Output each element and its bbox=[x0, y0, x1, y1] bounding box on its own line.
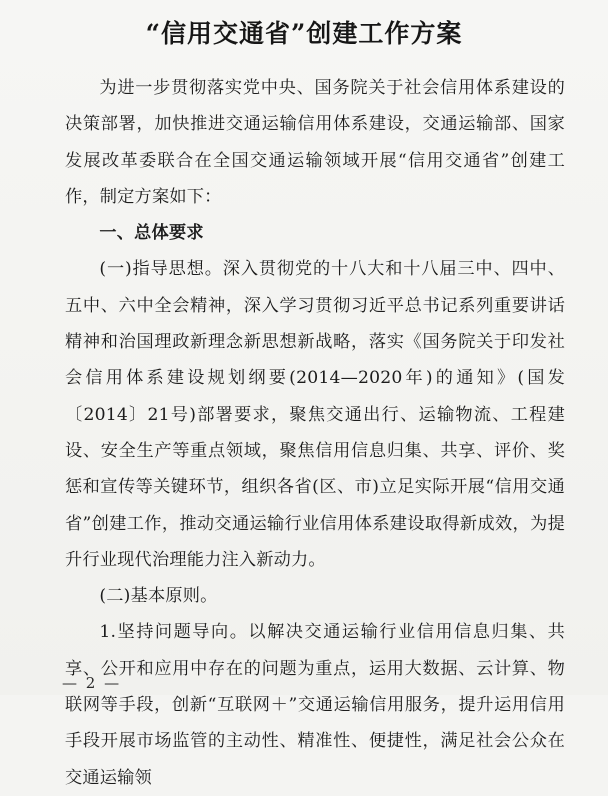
intro-paragraph: 为进一步贯彻落实党中央、国务院关于社会信用体系建设的决策部署，加快推进交通运输信用体系建设，交通运输部、国家发展改革委联合在全国交通运输领域开展“信用交通省”创建工作，制定方案如下： bbox=[65, 78, 565, 207]
section-heading-overall-requirements: 一、总体要求 bbox=[99, 223, 204, 244]
page-number: — 2 — bbox=[62, 674, 122, 692]
document-body bbox=[65, 70, 565, 796]
basic-principles-heading: (二)基本原则。 bbox=[99, 586, 218, 607]
problem-oriented-paragraph: 1.坚持问题导向。以解决交通运输行业信用信息归集、共享、公开和应用中存在的问题为重点，运用大数据、云计算、物联网等手段，创新“互联网＋”交通运输信用服务，提升运用信用手段开展市场监管的主动性、精准性、便捷性，满足社会公众在交通运输领 bbox=[65, 622, 565, 788]
guiding-thought-paragraph: (一)指导思想。深入贯彻党的十八大和十八届三中、四中、五中、六中全会精神，深入学习贯彻习近平总书记系列重要讲话精神和治国理政新理念新思想新战略，落实《国务院关于印发社会信用体系建设规划纲要(2014—2020年)的通知》(国发〔2014〕21号)部署要求，聚焦交通出行、运输物流、工程建设、安全生产等重点领域，聚焦信用信息归集、共享、评价、奖惩和宣传等关键环节，组织各省(区、市)立足实际开展“信用交通省”创建工作，推动交通运输行业信用体系建设取得新成效，为提升行业现代治理能力注入新动力。 bbox=[65, 259, 565, 570]
document-title: “信用交通省”创建工作方案 bbox=[145, 19, 463, 48]
